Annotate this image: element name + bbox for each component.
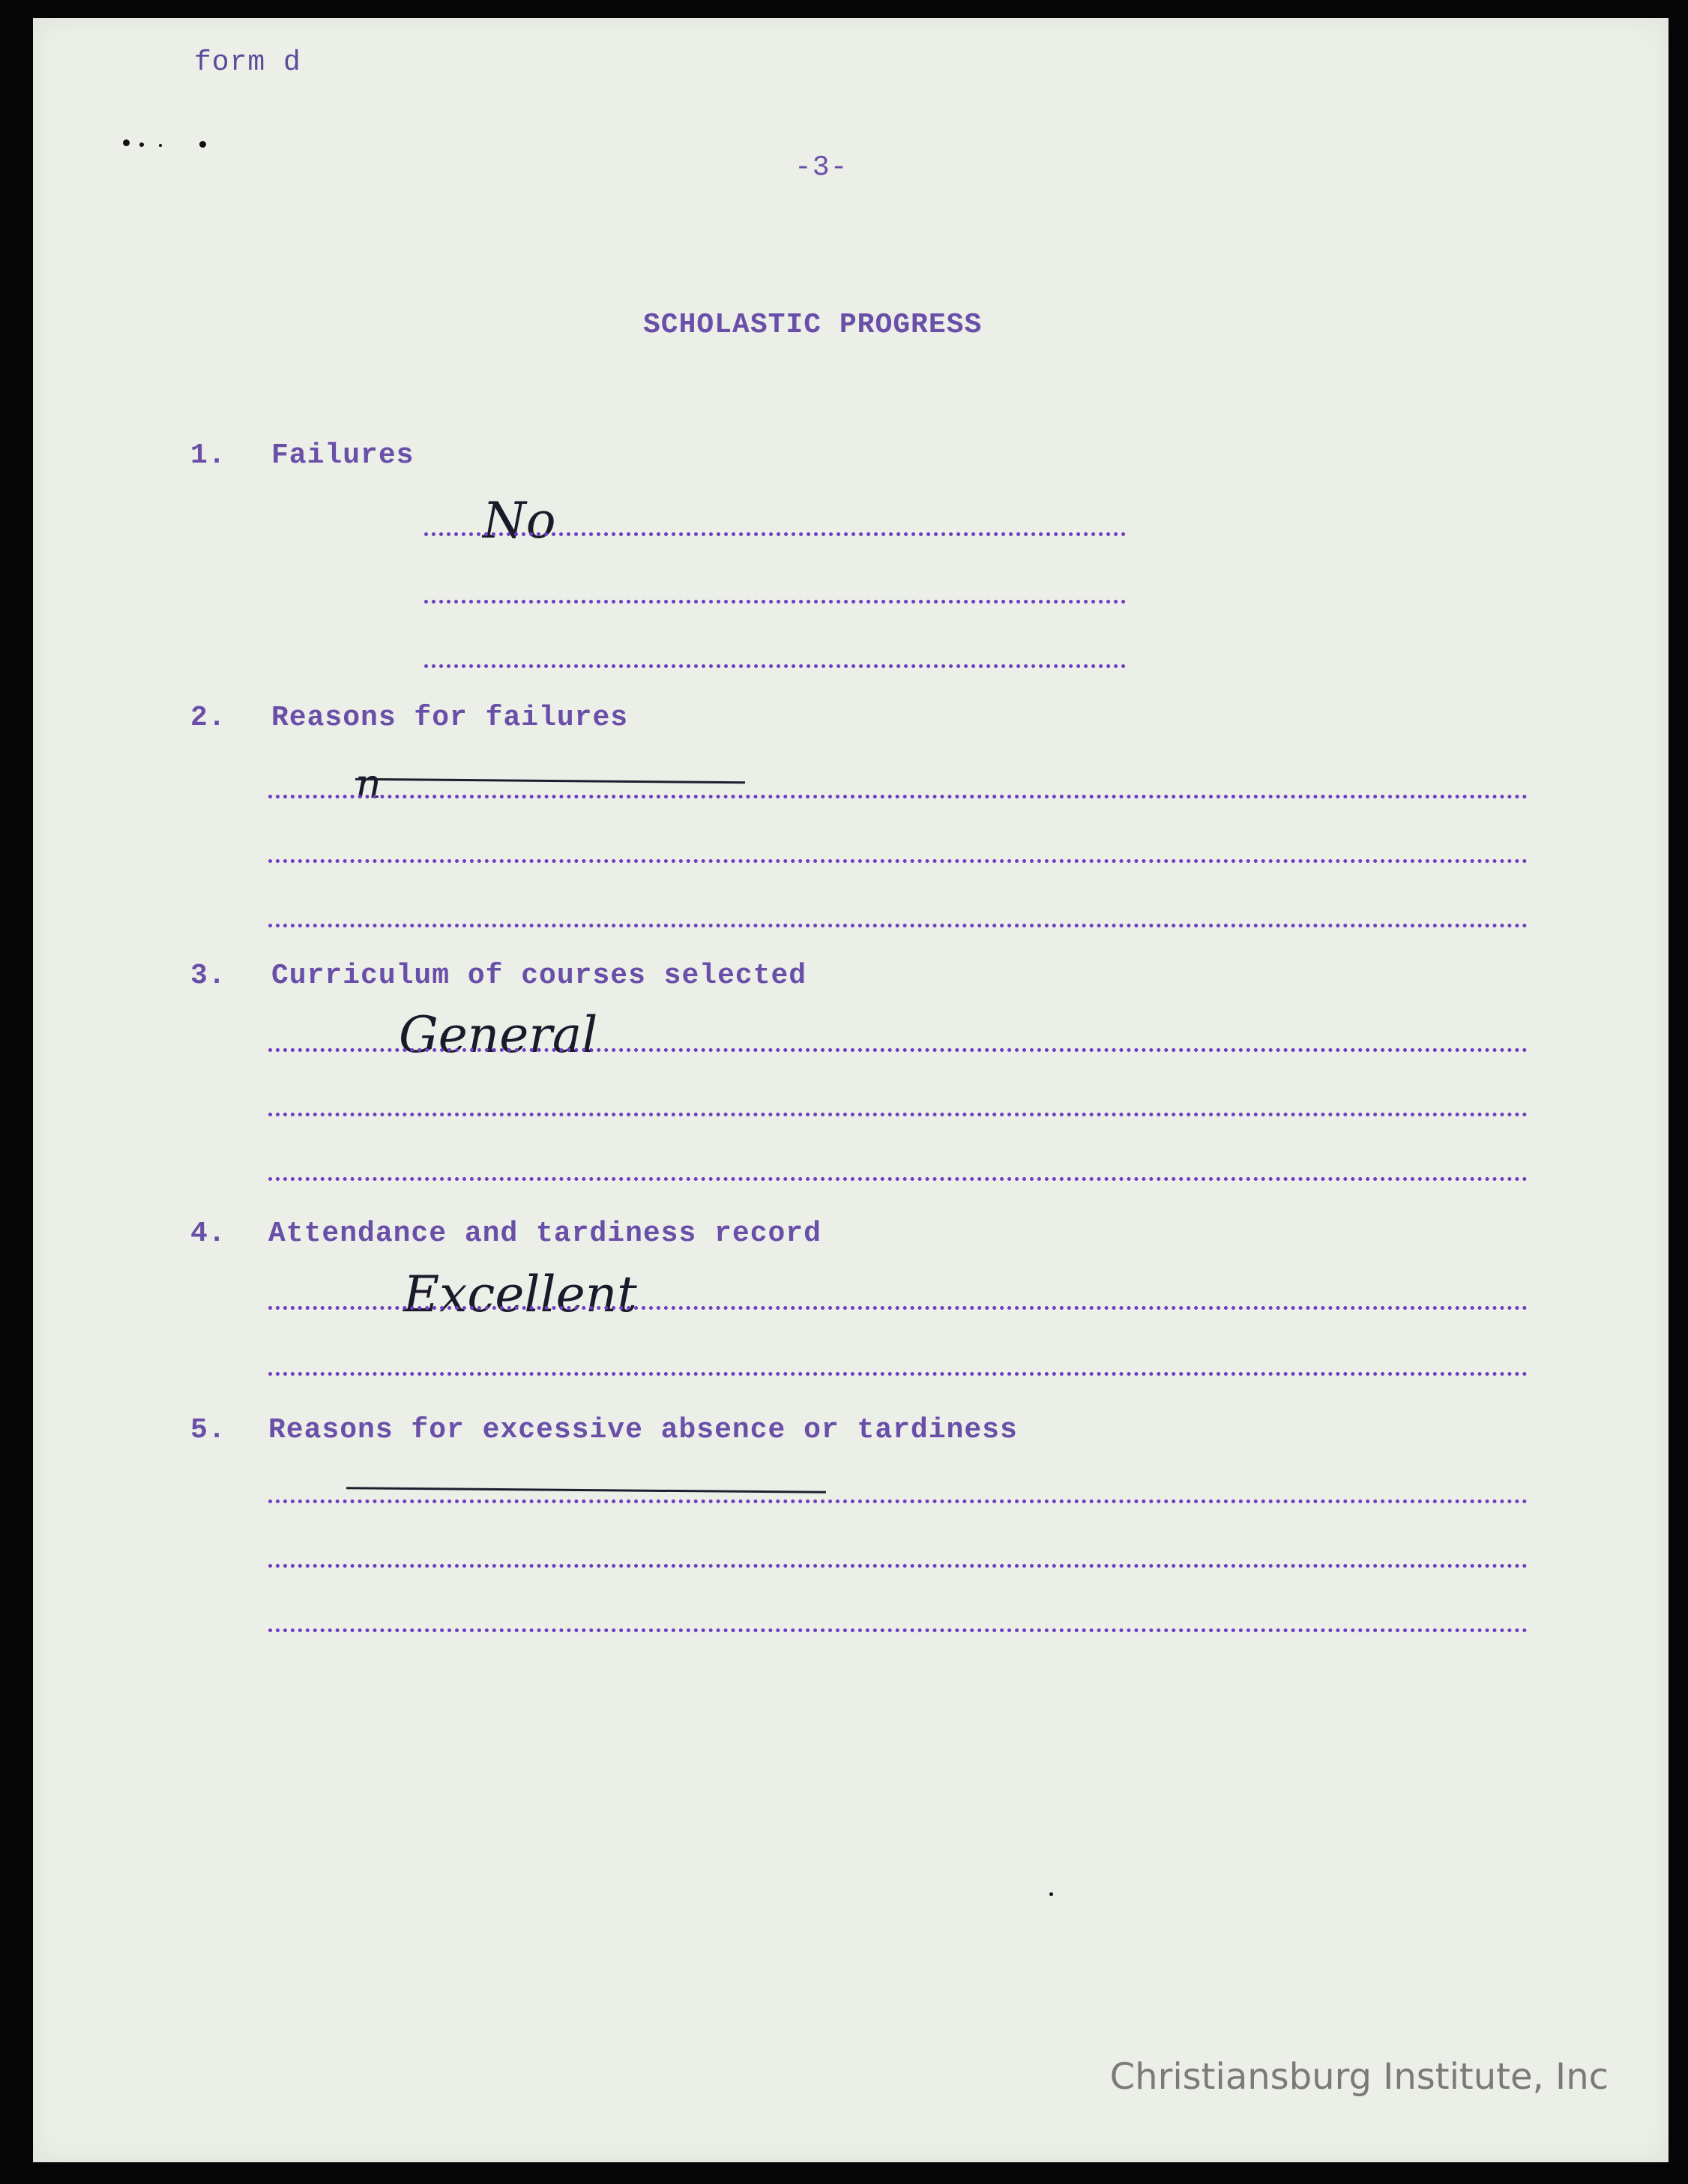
item-2-answer-line	[268, 924, 1528, 927]
item-3-number: 3.	[190, 960, 226, 992]
item-4-answer-line	[268, 1372, 1528, 1376]
form-label: form d	[194, 46, 301, 79]
item-4-answer-line	[268, 1306, 1528, 1310]
item-3-label: Curriculum of courses selected	[271, 960, 807, 992]
item-1-label: Failures	[271, 439, 415, 472]
ink-speck	[139, 142, 144, 147]
item-4-label: Attendance and tardiness record	[268, 1218, 822, 1250]
item-2-number: 2.	[190, 702, 226, 734]
item-5-answer-line	[268, 1564, 1528, 1568]
page-title: SCHOLASTIC PROGRESS	[643, 309, 983, 341]
item-1-answer-line	[424, 532, 1126, 536]
item-5-number: 5.	[190, 1414, 226, 1446]
item-1-answer-line	[424, 600, 1126, 604]
item-1-answer-line	[424, 664, 1126, 668]
item-2-answer-line	[268, 795, 1528, 798]
item-5-pen-stroke	[346, 1487, 826, 1493]
ink-speck	[199, 141, 206, 148]
item-5-answer-line	[268, 1499, 1528, 1503]
item-3-answer-line	[268, 1048, 1528, 1052]
page-number: -3-	[795, 151, 848, 184]
item-2-pen-stroke	[355, 778, 745, 784]
item-2-answer-line	[268, 859, 1528, 863]
item-1-number: 1.	[190, 439, 226, 472]
item-4-number: 4.	[190, 1218, 226, 1250]
item-5-label: Reasons for excessive absence or tardiness	[268, 1414, 1018, 1446]
ink-speck	[1049, 1892, 1053, 1896]
item-4-answer: Excellent	[403, 1266, 637, 1323]
item-3-answer-line	[268, 1177, 1528, 1181]
item-3-answer-line	[268, 1113, 1528, 1116]
item-2-answer: n	[355, 760, 382, 807]
item-1-answer: No	[483, 492, 556, 550]
paper-sheet	[33, 18, 1669, 2162]
archive-watermark: Christiansburg Institute, Inc	[1109, 2056, 1609, 2098]
item-5-answer-line	[268, 1628, 1528, 1632]
ink-speck	[159, 144, 162, 147]
item-3-answer: General	[399, 1006, 598, 1064]
item-2-label: Reasons for failures	[271, 702, 629, 734]
ink-speck	[123, 139, 130, 146]
